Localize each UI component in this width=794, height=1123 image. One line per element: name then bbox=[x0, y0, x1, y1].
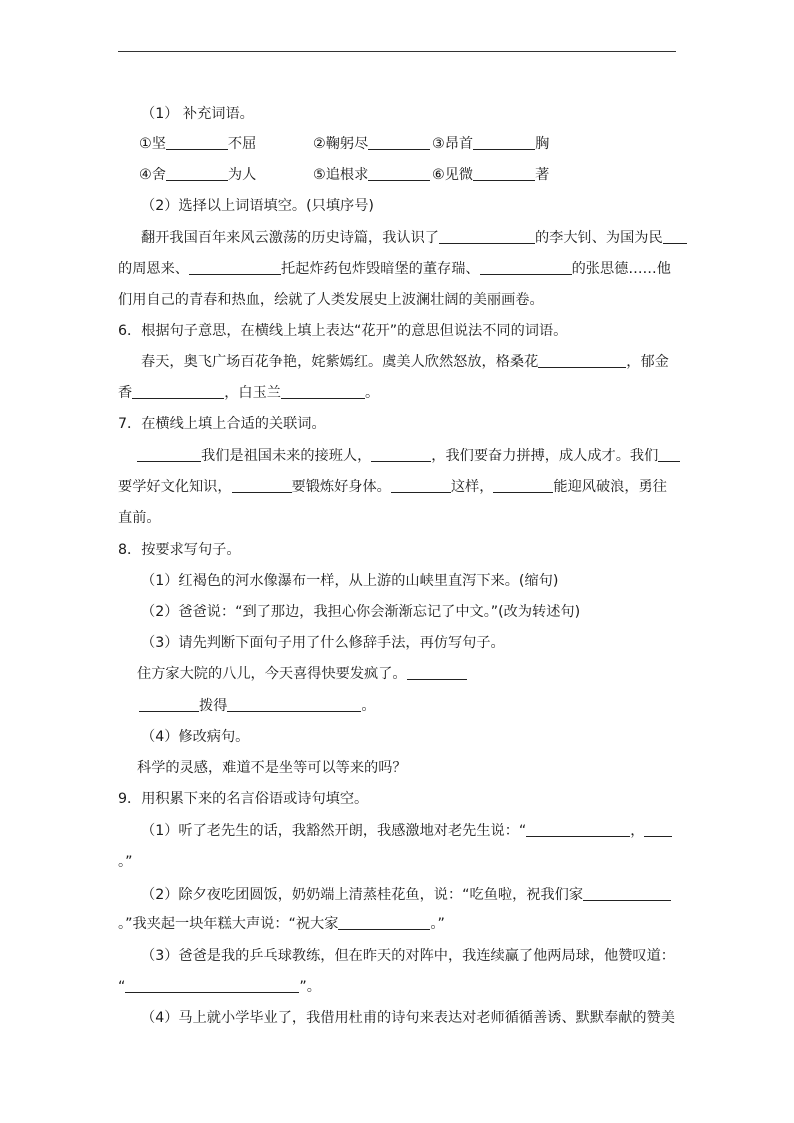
blank[interactable] bbox=[644, 822, 672, 837]
blank[interactable] bbox=[658, 447, 680, 462]
blank[interactable] bbox=[189, 260, 281, 275]
blank[interactable] bbox=[227, 697, 361, 712]
blank[interactable] bbox=[137, 447, 201, 462]
blank[interactable] bbox=[391, 478, 451, 493]
blank[interactable] bbox=[583, 886, 671, 901]
q6-line1: 春天，奥飞广场百花争艳，姹紫嫣红。虞美人欣然怒放，格桑花 ，郁金 bbox=[141, 354, 669, 370]
q9-s3-line2: “ ”。 bbox=[118, 979, 321, 995]
q9-s1-end: 。” bbox=[118, 854, 133, 870]
q8-s3b: 拨得 。 bbox=[139, 696, 376, 716]
q5-sub2: （2）选择以上词语填空。(只填序号) bbox=[141, 198, 374, 214]
header-rule bbox=[118, 51, 676, 52]
q7-title: 7．在横线上填上合适的关联词。 bbox=[118, 416, 326, 432]
q9-s2-line2: 。”我夹起一块年糕大声说：“祝大家 。” bbox=[118, 916, 445, 932]
q9-s2: （2）除夕夜吃团圆饭，奶奶端上清蒸桂花鱼，说：“吃鱼啦，祝我们家 bbox=[141, 885, 671, 905]
q9-s4: （4）马上就小学毕业了，我借用杜甫的诗句来表达对老师循循善诱、默默奉献的赞美 bbox=[141, 1010, 675, 1026]
blank[interactable] bbox=[139, 697, 199, 712]
q9-s1: （1）听了老先生的话，我豁然开朗，我感激地对老先生说：“ ， bbox=[141, 821, 672, 841]
blank[interactable] bbox=[480, 260, 572, 275]
q5-row2-b: ⑤追根求 bbox=[313, 165, 430, 185]
blank[interactable] bbox=[407, 665, 467, 680]
q5-sub1: （1） 补充词语。 bbox=[141, 106, 254, 122]
q7-line1: 我们是祖国未来的接班人， ，我们要奋力拼搏，成人成才。我们 bbox=[137, 446, 680, 466]
blank[interactable] bbox=[232, 478, 292, 493]
blank[interactable] bbox=[125, 978, 299, 993]
blank[interactable] bbox=[493, 478, 553, 493]
q6-line2: 香 ，白玉兰 。 bbox=[118, 385, 380, 401]
q5-row1-c: ③昂首 胸 bbox=[432, 136, 550, 152]
blank[interactable] bbox=[166, 135, 228, 150]
q5-row2-c: ⑥见微 著 bbox=[432, 167, 550, 183]
blank[interactable] bbox=[473, 166, 535, 181]
q8-s3: （3）请先判断下面句子用了什么修辞手法，再仿写句子。 bbox=[141, 635, 505, 651]
blank[interactable] bbox=[439, 229, 535, 244]
q5-para-line3: 们用自己的青春和热血，绘就了人类发展史上波澜壮阔的美丽画卷。 bbox=[118, 292, 544, 308]
blank[interactable] bbox=[368, 135, 430, 150]
blank[interactable] bbox=[166, 166, 228, 181]
q5-para-line1: 翻开我国百年来风云激荡的历史诗篇，我认识了 的李大钊、为国为民 bbox=[141, 228, 687, 248]
blank[interactable] bbox=[132, 384, 224, 399]
q5-row1-a: ①坚 不屈 bbox=[139, 136, 257, 152]
q6-title: 6．根据句子意思，在横线上填上表达“花开”的意思但说法不同的词语。 bbox=[118, 323, 568, 339]
q7-line3: 直前。 bbox=[118, 510, 161, 526]
blank[interactable] bbox=[368, 166, 430, 181]
blank[interactable] bbox=[338, 915, 430, 930]
q8-s4: （4）修改病句。 bbox=[141, 729, 250, 745]
q5-row2-a: ④舍 为人 bbox=[139, 167, 257, 183]
q7-line2: 要学好文化知识， 要锻炼好身体。 这样， 能迎风破浪，勇往 bbox=[118, 479, 667, 495]
q8-s2: （2）爸爸说：“到了那边，我担心你会渐渐忘记了中文。”(改为转述句) bbox=[141, 604, 581, 620]
q8-s3a: 住方家大院的八儿，今天喜得快要发疯了。 bbox=[137, 664, 467, 684]
blank[interactable] bbox=[538, 353, 626, 368]
q5-para-line2: 的周恩来、 托起炸药包炸毁暗堡的董存瑞、 的张思德……他 bbox=[118, 261, 671, 277]
blank[interactable] bbox=[663, 229, 687, 244]
blank[interactable] bbox=[526, 822, 630, 837]
q8-s4a: 科学的灵感，难道不是坐等可以等来的吗？ bbox=[137, 760, 407, 776]
q9-s3: （3）爸爸是我的乒乓球教练，但在昨天的对阵中，我连续赢了他两局球，他赞叹道： bbox=[141, 948, 675, 964]
q9-title: 9．用积累下来的名言俗语或诗句填空。 bbox=[118, 791, 369, 807]
blank[interactable] bbox=[473, 135, 535, 150]
blank[interactable] bbox=[371, 447, 431, 462]
q8-title: 8．按要求写句子。 bbox=[118, 542, 241, 558]
q5-row1-b: ②鞠躬尽 bbox=[313, 134, 430, 154]
q8-s1: （1）红褐色的河水像瀑布一样，从上游的山峡里直泻下来。(缩句) bbox=[141, 573, 559, 589]
blank[interactable] bbox=[281, 384, 365, 399]
